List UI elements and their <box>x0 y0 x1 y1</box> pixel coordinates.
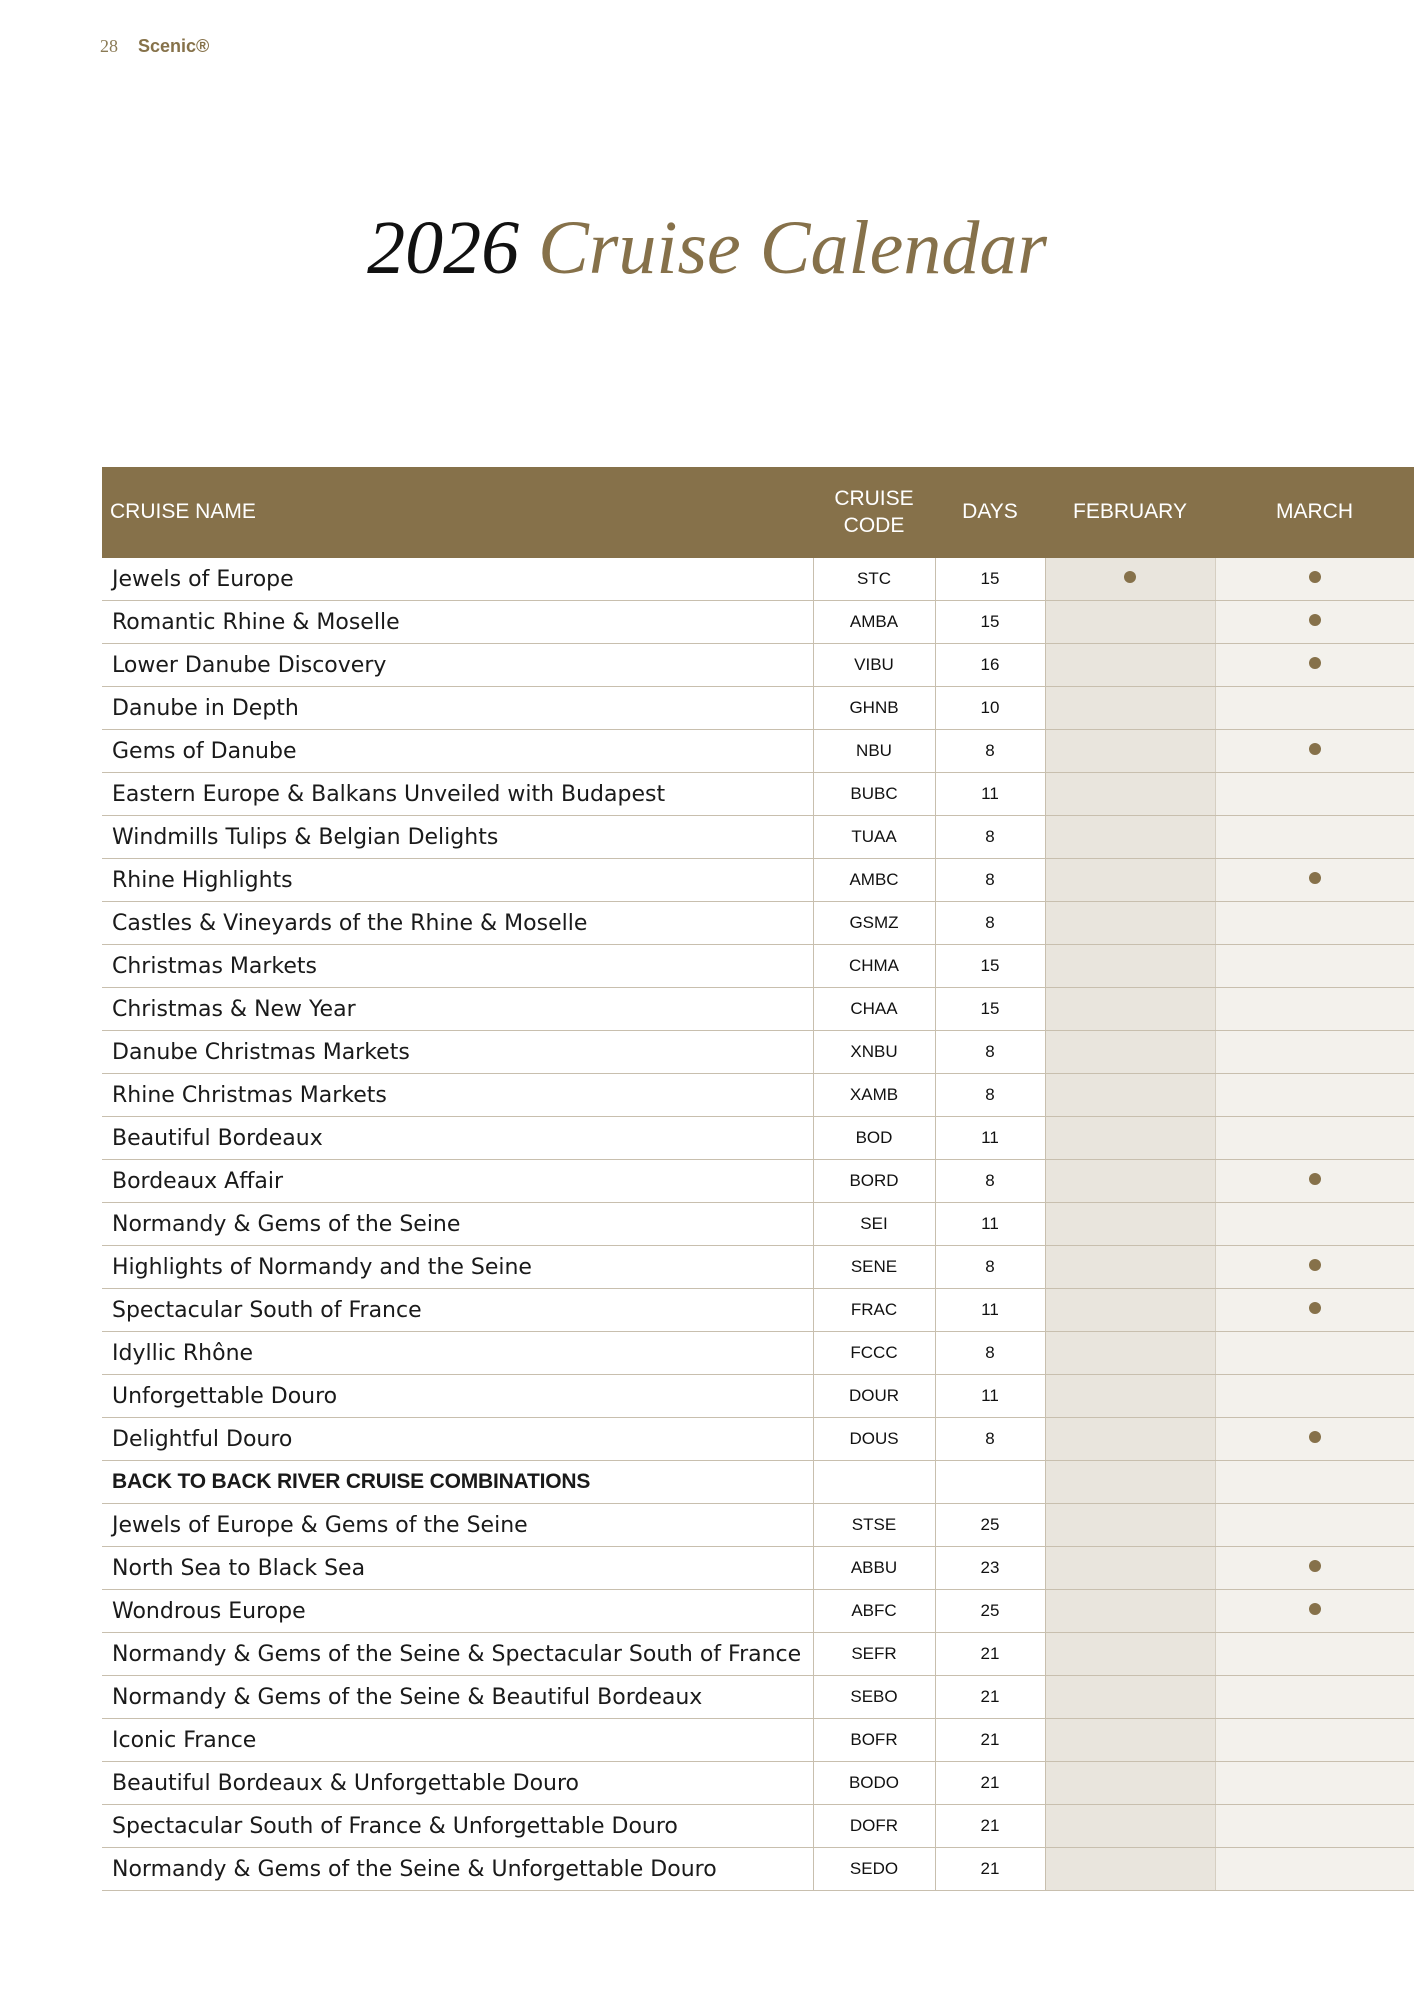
title-year: 2026 <box>367 206 520 290</box>
cruise-code-cell: STSE <box>813 1504 935 1547</box>
table-row <box>102 730 1414 773</box>
table-header-row <box>102 467 1414 558</box>
cruise-code-cell: XAMB <box>813 1074 935 1117</box>
february-cell <box>1045 1848 1215 1891</box>
cruise-name-cell: Eastern Europe & Balkans Unveiled with Budapest <box>102 773 813 816</box>
table-row <box>102 816 1414 859</box>
table-row <box>102 1504 1414 1547</box>
cruise-name-cell: Highlights of Normandy and the Seine <box>102 1246 813 1289</box>
cruise-code-cell: BOFR <box>813 1719 935 1762</box>
cruise-name-cell: Bordeaux Affair <box>102 1160 813 1203</box>
days-cell: 15 <box>935 988 1045 1031</box>
february-cell <box>1045 1590 1215 1633</box>
february-cell <box>1045 1332 1215 1375</box>
march-cell <box>1215 730 1414 773</box>
departure-dot-icon <box>1309 614 1321 626</box>
cruise-name-cell: Normandy & Gems of the Seine & Beautiful Bordeaux <box>102 1676 813 1719</box>
days-cell: 25 <box>935 1590 1045 1633</box>
cruise-code-cell: SEI <box>813 1203 935 1246</box>
february-cell <box>1045 644 1215 687</box>
cruise-code-cell: SENE <box>813 1246 935 1289</box>
february-cell <box>1045 1289 1215 1332</box>
february-cell <box>1045 1461 1215 1504</box>
days-cell: 11 <box>935 1375 1045 1418</box>
table-row <box>102 1805 1414 1848</box>
table-row <box>102 644 1414 687</box>
cruise-name-cell: Jewels of Europe & Gems of the Seine <box>102 1504 813 1547</box>
cruise-code-cell: STC <box>813 558 935 601</box>
march-cell <box>1215 687 1414 730</box>
march-cell <box>1215 945 1414 988</box>
table-row <box>102 687 1414 730</box>
days-cell: 10 <box>935 687 1045 730</box>
cruise-code-cell: BODO <box>813 1762 935 1805</box>
march-cell <box>1215 1848 1414 1891</box>
february-cell <box>1045 945 1215 988</box>
february-cell <box>1045 902 1215 945</box>
days-cell: 21 <box>935 1848 1045 1891</box>
days-cell <box>935 1461 1045 1504</box>
cruise-code-cell: NBU <box>813 730 935 773</box>
cruise-code-cell <box>813 1461 935 1504</box>
cruise-name-cell: Unforgettable Douro <box>102 1375 813 1418</box>
february-cell <box>1045 773 1215 816</box>
february-cell <box>1045 687 1215 730</box>
page-header <box>100 36 209 57</box>
title-text: Cruise Calendar <box>538 206 1047 290</box>
cruise-name-cell: Christmas Markets <box>102 945 813 988</box>
march-cell <box>1215 859 1414 902</box>
days-cell: 8 <box>935 1031 1045 1074</box>
march-cell <box>1215 1676 1414 1719</box>
table-row <box>102 1547 1414 1590</box>
cruise-name-cell: Gems of Danube <box>102 730 813 773</box>
table-row <box>102 859 1414 902</box>
cruise-code-cell: CHMA <box>813 945 935 988</box>
cruise-code-cell: CHAA <box>813 988 935 1031</box>
days-cell: 15 <box>935 945 1045 988</box>
days-cell: 16 <box>935 644 1045 687</box>
table-row <box>102 1848 1414 1891</box>
cruise-name-cell: Danube in Depth <box>102 687 813 730</box>
table-row <box>102 1203 1414 1246</box>
february-cell <box>1045 1504 1215 1547</box>
days-cell: 8 <box>935 1246 1045 1289</box>
cruise-name-cell: Rhine Christmas Markets <box>102 1074 813 1117</box>
section-header-row <box>102 1461 1414 1504</box>
march-cell <box>1215 1762 1414 1805</box>
table-row <box>102 1160 1414 1203</box>
days-cell: 11 <box>935 773 1045 816</box>
cruise-code-cell: SEBO <box>813 1676 935 1719</box>
cruise-name-cell: BACK TO BACK RIVER CRUISE COMBINATIONS <box>102 1461 813 1504</box>
cruise-code-cell: DOUS <box>813 1418 935 1461</box>
cruise-name-cell: Windmills Tulips & Belgian Delights <box>102 816 813 859</box>
march-cell <box>1215 1031 1414 1074</box>
departure-dot-icon <box>1309 657 1321 669</box>
march-cell <box>1215 644 1414 687</box>
cruise-name-cell: Lower Danube Discovery <box>102 644 813 687</box>
march-cell <box>1215 1246 1414 1289</box>
table-row <box>102 558 1414 601</box>
march-cell <box>1215 1074 1414 1117</box>
table-row <box>102 1762 1414 1805</box>
march-cell <box>1215 1418 1414 1461</box>
cruise-code-cell: VIBU <box>813 644 935 687</box>
cruise-name-cell: Spectacular South of France <box>102 1289 813 1332</box>
february-cell <box>1045 730 1215 773</box>
march-cell <box>1215 601 1414 644</box>
days-cell: 11 <box>935 1117 1045 1160</box>
february-cell <box>1045 1805 1215 1848</box>
cruise-code-cell: XNBU <box>813 1031 935 1074</box>
march-cell <box>1215 816 1414 859</box>
march-cell <box>1215 1504 1414 1547</box>
march-cell <box>1215 773 1414 816</box>
column-header-days: DAYS <box>935 467 1045 558</box>
departure-dot-icon <box>1309 1259 1321 1271</box>
cruise-name-cell: Delightful Douro <box>102 1418 813 1461</box>
column-header-march: MARCH <box>1215 467 1414 558</box>
column-header-february: FEBRUARY <box>1045 467 1215 558</box>
table-row <box>102 1633 1414 1676</box>
cruise-code-cell: ABFC <box>813 1590 935 1633</box>
departure-dot-icon <box>1309 872 1321 884</box>
cruise-code-cell: GSMZ <box>813 902 935 945</box>
cruise-name-cell: Normandy & Gems of the Seine <box>102 1203 813 1246</box>
february-cell <box>1045 1633 1215 1676</box>
cruise-name-cell: Christmas & New Year <box>102 988 813 1031</box>
march-cell <box>1215 1160 1414 1203</box>
cruise-name-cell: Danube Christmas Markets <box>102 1031 813 1074</box>
page-title <box>0 206 1414 290</box>
table-row <box>102 1719 1414 1762</box>
table-row <box>102 1289 1414 1332</box>
march-cell <box>1215 1289 1414 1332</box>
days-cell: 8 <box>935 1074 1045 1117</box>
march-cell <box>1215 1461 1414 1504</box>
departure-dot-icon <box>1309 743 1321 755</box>
page-number: 28 <box>100 36 118 56</box>
column-header-cruise-code <box>813 467 935 558</box>
cruise-code-cell: TUAA <box>813 816 935 859</box>
february-cell <box>1045 1160 1215 1203</box>
table-row <box>102 1590 1414 1633</box>
days-cell: 15 <box>935 558 1045 601</box>
february-cell <box>1045 1246 1215 1289</box>
table-row <box>102 1117 1414 1160</box>
table-body <box>102 558 1414 1891</box>
cruise-name-cell: Beautiful Bordeaux & Unforgettable Douro <box>102 1762 813 1805</box>
departure-dot-icon <box>1309 1173 1321 1185</box>
march-cell <box>1215 1117 1414 1160</box>
days-cell: 8 <box>935 1418 1045 1461</box>
cruise-name-cell: Spectacular South of France & Unforgettable Douro <box>102 1805 813 1848</box>
days-cell: 25 <box>935 1504 1045 1547</box>
departure-dot-icon <box>1309 1431 1321 1443</box>
table-row <box>102 773 1414 816</box>
cruise-code-cell: BORD <box>813 1160 935 1203</box>
departure-dot-icon <box>1309 571 1321 583</box>
days-cell: 8 <box>935 1160 1045 1203</box>
cruise-code-cell: AMBC <box>813 859 935 902</box>
days-cell: 21 <box>935 1762 1045 1805</box>
days-cell: 21 <box>935 1676 1045 1719</box>
table-row <box>102 1031 1414 1074</box>
cruise-code-cell: SEDO <box>813 1848 935 1891</box>
days-cell: 11 <box>935 1289 1045 1332</box>
cruise-name-cell: Jewels of Europe <box>102 558 813 601</box>
days-cell: 21 <box>935 1719 1045 1762</box>
february-cell <box>1045 1117 1215 1160</box>
cruise-code-cell: SEFR <box>813 1633 935 1676</box>
cruise-name-cell: Idyllic Rhône <box>102 1332 813 1375</box>
days-cell: 15 <box>935 601 1045 644</box>
february-cell <box>1045 1031 1215 1074</box>
cruise-code-cell: FRAC <box>813 1289 935 1332</box>
cruise-name-cell: North Sea to Black Sea <box>102 1547 813 1590</box>
table-row <box>102 1676 1414 1719</box>
cruise-calendar-table <box>102 467 1414 1891</box>
march-cell <box>1215 1633 1414 1676</box>
february-cell <box>1045 1547 1215 1590</box>
cruise-code-cell: BOD <box>813 1117 935 1160</box>
table-row <box>102 902 1414 945</box>
march-cell <box>1215 1203 1414 1246</box>
column-header-cruise-name: CRUISE NAME <box>102 467 813 558</box>
days-cell: 21 <box>935 1805 1045 1848</box>
table-row <box>102 1246 1414 1289</box>
days-cell: 23 <box>935 1547 1045 1590</box>
cruise-code-cell: BUBC <box>813 773 935 816</box>
days-cell: 11 <box>935 1203 1045 1246</box>
days-cell: 21 <box>935 1633 1045 1676</box>
cruise-name-cell: Normandy & Gems of the Seine & Unforgettable Douro <box>102 1848 813 1891</box>
departure-dot-icon <box>1124 571 1136 583</box>
cruise-name-cell: Iconic France <box>102 1719 813 1762</box>
table-row <box>102 945 1414 988</box>
february-cell <box>1045 1074 1215 1117</box>
departure-dot-icon <box>1309 1560 1321 1572</box>
march-cell <box>1215 1719 1414 1762</box>
february-cell <box>1045 1762 1215 1805</box>
cruise-code-cell: DOUR <box>813 1375 935 1418</box>
days-cell: 8 <box>935 859 1045 902</box>
cruise-code-cell: FCCC <box>813 1332 935 1375</box>
cruise-name-cell: Romantic Rhine & Moselle <box>102 601 813 644</box>
cruise-name-cell: Rhine Highlights <box>102 859 813 902</box>
table-row <box>102 1074 1414 1117</box>
march-cell <box>1215 1590 1414 1633</box>
cruise-code-cell: AMBA <box>813 601 935 644</box>
table-row <box>102 1332 1414 1375</box>
march-cell <box>1215 1805 1414 1848</box>
departure-dot-icon <box>1309 1603 1321 1615</box>
table-row <box>102 601 1414 644</box>
march-cell <box>1215 1547 1414 1590</box>
february-cell <box>1045 1676 1215 1719</box>
days-cell: 8 <box>935 730 1045 773</box>
february-cell <box>1045 859 1215 902</box>
cruise-code-cell: DOFR <box>813 1805 935 1848</box>
cruise-name-cell: Wondrous Europe <box>102 1590 813 1633</box>
departure-dot-icon <box>1309 1302 1321 1314</box>
march-cell <box>1215 988 1414 1031</box>
column-header-cruise-code-label: CRUISE CODE <box>834 487 914 537</box>
february-cell <box>1045 988 1215 1031</box>
cruise-name-cell: Normandy & Gems of the Seine & Spectacular South of France <box>102 1633 813 1676</box>
february-cell <box>1045 1719 1215 1762</box>
table-row <box>102 988 1414 1031</box>
march-cell <box>1215 558 1414 601</box>
days-cell: 8 <box>935 816 1045 859</box>
table-row <box>102 1375 1414 1418</box>
cruise-code-cell: GHNB <box>813 687 935 730</box>
days-cell: 8 <box>935 1332 1045 1375</box>
february-cell <box>1045 1203 1215 1246</box>
february-cell <box>1045 558 1215 601</box>
days-cell: 8 <box>935 902 1045 945</box>
march-cell <box>1215 1332 1414 1375</box>
brand-logo: Scenic® <box>138 36 210 56</box>
february-cell <box>1045 1418 1215 1461</box>
cruise-name-cell: Castles & Vineyards of the Rhine & Moselle <box>102 902 813 945</box>
march-cell <box>1215 1375 1414 1418</box>
february-cell <box>1045 1375 1215 1418</box>
cruise-code-cell: ABBU <box>813 1547 935 1590</box>
march-cell <box>1215 902 1414 945</box>
february-cell <box>1045 601 1215 644</box>
table-row <box>102 1418 1414 1461</box>
cruise-name-cell: Beautiful Bordeaux <box>102 1117 813 1160</box>
february-cell <box>1045 816 1215 859</box>
